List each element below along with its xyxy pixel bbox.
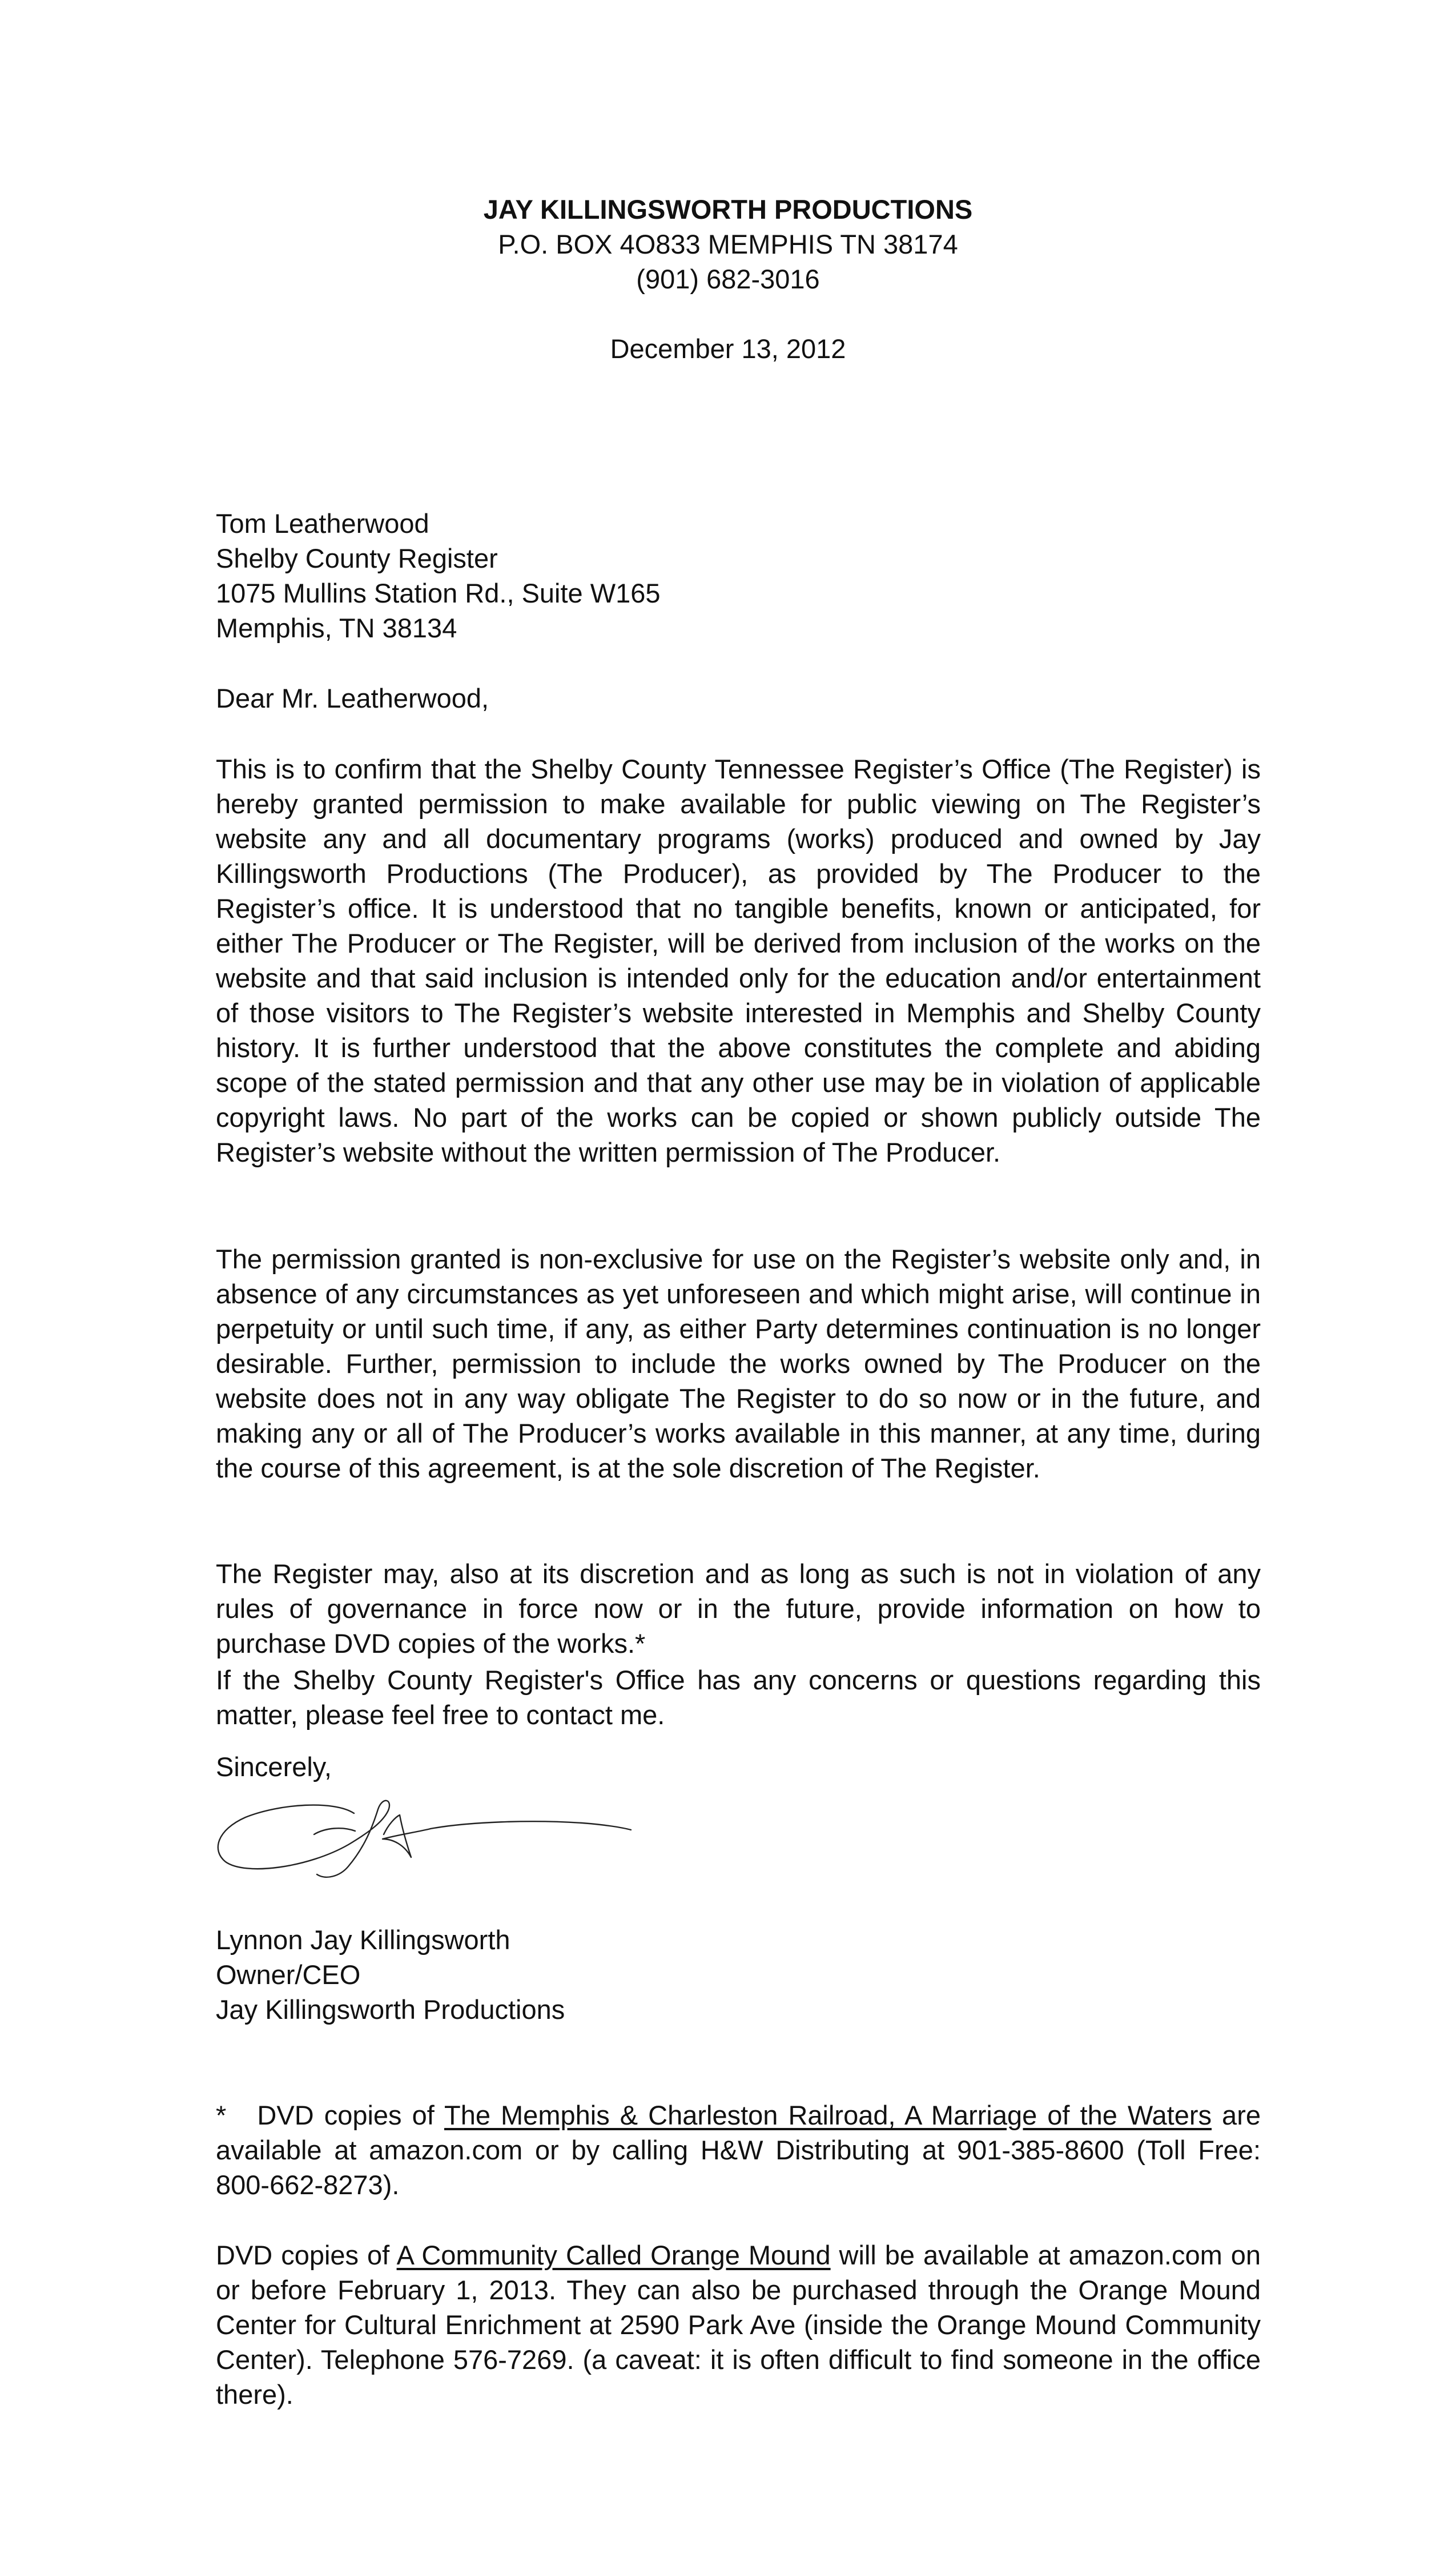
signer-company: Jay Killingsworth Productions	[216, 1994, 565, 2025]
letterhead	[0, 192, 1456, 366]
footnote-2-title: A Community Called Orange Mound	[396, 2240, 831, 2270]
company-name: JAY KILLINGSWORTH PRODUCTIONS	[483, 194, 973, 224]
company-address: P.O. BOX 4O833 MEMPHIS TN 38174	[498, 229, 958, 259]
closing: Sincerely,	[216, 1752, 332, 1782]
signer-title: Owner/CEO	[216, 1959, 361, 1990]
letter-date: December 13, 2012	[610, 334, 846, 364]
footnote-railroad-dvd	[216, 2098, 1261, 2202]
footnote-1-title: The Memphis & Charleston Railroad, A Marriage of the Waters	[444, 2100, 1212, 2130]
body-paragraph-1: This is to confirm that the Shelby County Tennessee Register’s Office (The Register) is hereby granted permission to make available for public viewing on The Register’s website any and all documentary programs (works) produced and owned by Jay Killingsworth Productions (The Producer), as provided by The Producer to the Register’s office. It is understood that no tangible benefits, known or anticipated, for either The Producer or The Register, will be derived from inclusion of the works on the website and that said inclusion is intended only for the education and/or entertainment of those visitors to The Register’s website interested in Memphis and Shelby County history. It is further understood that the above constitutes the complete and abiding scope of the stated permission and that any other use may be in violation of applicable copyright laws. No part of the works can be copied or shown publicly outside The Register’s website without the written permission of The Producer.	[216, 754, 1261, 1167]
recipient-city: Memphis, TN 38134	[216, 613, 457, 643]
recipient-street: 1075 Mullins Station Rd., Suite W165	[216, 578, 661, 608]
recipient-name: Tom Leatherwood	[216, 508, 429, 539]
footnote-1-text: are available at amazon.com or by calling H&W Distributing at 901-385-8600 (Toll Free: 800-662-8273).	[216, 2100, 1261, 2200]
signer-block	[216, 1922, 1261, 2027]
salutation: Dear Mr. Leatherwood,	[216, 683, 489, 713]
body-paragraph-2: The permission granted is non-exclusive for use on the Register’s website only and, in absence of any circumstances as yet unforeseen and which might arise, will continue in perpetuity or until such time, if any, as either Party determines continuation is no longer desirable. Further, permission to include the works owned by The Producer on the website does not in any way obligate The Register to do so now or in the future, and making any or all of The Producer’s works available in this manner, at any time, during the course of this agreement, is at the sole discretion of The Register.	[216, 1244, 1261, 1483]
footnote-orange-mound-dvd	[216, 2238, 1261, 2412]
signer-name: Lynnon Jay Killingsworth	[216, 1925, 510, 1955]
body-paragraph-3: The Register may, also at its discretion and as long as such is not in violation of any rules of governance in force now or in the future, provide information on how to purchase DVD copies of the works.*	[216, 1559, 1261, 1659]
company-phone: (901) 682-3016	[636, 264, 820, 294]
footnote-2-prefix: DVD copies of	[216, 2240, 397, 2270]
body-paragraph-4: If the Shelby County Register's Office has any concerns or questions regarding this matter, please feel free to contact me.	[216, 1665, 1261, 1730]
handwritten-signature	[211, 1782, 634, 1896]
recipient-address	[216, 506, 1261, 645]
recipient-title: Shelby County Register	[216, 543, 498, 573]
footnote-1-prefix: * DVD copies of	[216, 2100, 444, 2130]
footnote-2-text: will be available at amazon.com on or before February 1, 2013. They can also be purchased through the Orange Mound Center for Cultural Enrichment at 2590 Park Ave (inside the Orange Mound Community Center). Telephone 576-7269. (a caveat: it is often difficult to find someone in the office there).	[216, 2240, 1261, 2410]
